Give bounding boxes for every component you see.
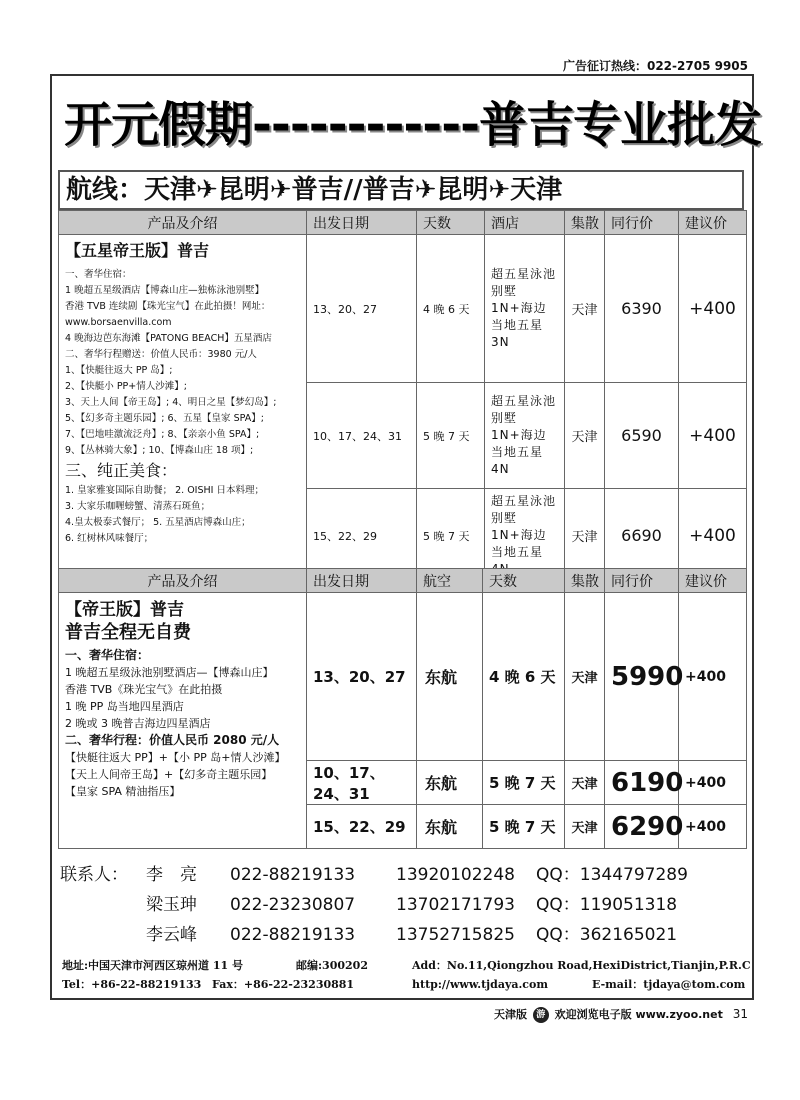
- suggested-price: +400: [679, 489, 747, 583]
- intro-line: 一、奢华住宿：: [65, 269, 132, 280]
- contact-tel: 022-88219133: [230, 925, 356, 945]
- intro-line: 1. 皇家雅宴国际自助餐； 2. OISHI 日本料理；: [65, 485, 264, 496]
- intro-line: 【快艇往返大 PP】+【小 PP 岛+情人沙滩】: [65, 751, 286, 764]
- trip-days: 4 晚 6 天: [483, 593, 565, 761]
- intro-line: 5、【幻多奇主题乐园】; 6、五星【皇家 SPA】;: [65, 413, 264, 424]
- address-row: [62, 975, 746, 994]
- contacts-label: 联系人：: [60, 865, 128, 885]
- contact-name: 李 亮: [146, 865, 197, 885]
- header-city: 集散: [565, 569, 605, 593]
- address-row: [62, 956, 751, 975]
- product-title: 【帝王版】普吉: [65, 600, 184, 620]
- intro-line: 4 晚海边芭东海滩【PATONG BEACH】五星酒店: [65, 333, 272, 344]
- gather-city: 天津: [565, 235, 605, 383]
- trade-price: 6190: [605, 761, 679, 805]
- table-header-row: [59, 211, 747, 235]
- table-row: [59, 593, 747, 761]
- departure-dates: 13、20、27: [307, 593, 417, 761]
- contact-mobile: 13752715825: [396, 925, 515, 945]
- intro-line: 2 晚或 3 晚普吉海边四星酒店: [65, 717, 211, 730]
- five-star-table: [58, 210, 747, 583]
- intro-line: 香港 TVB《珠光宝气》在此拍摄: [65, 683, 223, 696]
- hotel-info: 超五星泳池别墅 1N+海边当地五星: [485, 489, 565, 583]
- table-row: [59, 235, 747, 383]
- ad-hotline: 广告征订热线：022-2705 9905: [562, 59, 748, 73]
- product-title: 【五星帝王版】普吉: [65, 241, 210, 260]
- trip-days: 4 晚 6 天: [417, 235, 485, 383]
- intro-line: 6. 红树林风味餐厅；: [65, 533, 154, 544]
- header-hotel: 酒店: [485, 211, 565, 235]
- email-link[interactable]: E-mail：tjdaya@tom.com: [592, 978, 746, 991]
- address-block: [62, 956, 751, 994]
- address-en: Add：No.11,Qiongzhou Road,HexiDistrict,Tianjin,P.R.C: [412, 959, 751, 972]
- header-city: 集散: [565, 211, 605, 235]
- departure-dates: 10、17、24、31: [307, 383, 417, 489]
- airline: 东航: [417, 593, 483, 761]
- contact-mobile: 13702171793: [396, 895, 515, 915]
- contact-qq: QQ：119051318: [536, 895, 678, 915]
- intro-line: 1 晚超五星级泳池别墅酒店—【博森山庄】: [65, 666, 274, 679]
- fax-number: Fax：+86-22-23230881: [212, 978, 355, 991]
- gather-city: 天津: [565, 761, 605, 805]
- contact-qq: QQ：1344797289: [536, 865, 688, 885]
- gather-city: 天津: [565, 383, 605, 489]
- intro-line: 3、天上人间【帝王岛】; 4、明日之星【梦幻岛】;: [65, 397, 277, 408]
- page-title: 开元假期------------普吉专业批发: [64, 97, 762, 153]
- suggested-price: +400: [679, 805, 747, 849]
- intro-line: 【皇家 SPA 精油指压】: [65, 785, 181, 798]
- postcode: 邮编:300202: [296, 959, 368, 972]
- header-airline: 航空: [417, 569, 483, 593]
- trade-price: 6590: [605, 383, 679, 489]
- hotel-info: 超五星泳池别墅 1N+海边当地五星 3N: [485, 235, 565, 383]
- airline: 东航: [417, 761, 483, 805]
- intro-line: 3. 大家乐咖喱螃蟹、清蒸石斑鱼；: [65, 501, 211, 512]
- intro-line: 7、【巴地哇激流泛舟】; 8、【亲亲小鱼 SPA】;: [65, 429, 260, 440]
- emperor-table: [58, 568, 747, 849]
- contact-mobile: 13920102248: [396, 865, 515, 885]
- trip-days: 5 晚 7 天: [417, 489, 485, 583]
- suggested-price: +400: [679, 235, 747, 383]
- gather-city: 天津: [565, 593, 605, 761]
- product-intro: [59, 593, 307, 849]
- intro-line: 二、奢华行程：价值人民币 2080 元/人: [65, 733, 280, 747]
- header-days: 天数: [417, 211, 485, 235]
- gather-city: 天津: [565, 489, 605, 583]
- contact-name: 梁玉珅: [146, 895, 197, 915]
- header-days: 天数: [483, 569, 565, 593]
- contact-qq: QQ：362165021: [536, 925, 678, 945]
- intro-line: 1 晚超五星级酒店【博森山庄—独栋泳池别墅】: [65, 285, 265, 296]
- trip-days: 5 晚 7 天: [483, 805, 565, 849]
- contact-tel: 022-23230807: [230, 895, 356, 915]
- welcome-text: 欢迎浏览电子版: [554, 1008, 632, 1021]
- header-price: 同行价: [605, 211, 679, 235]
- intro-line: 1、【快艇往返大 PP 岛】;: [65, 365, 173, 376]
- suggested-price: +400: [679, 383, 747, 489]
- header-price: 同行价: [605, 569, 679, 593]
- edition-label: 天津版: [493, 1008, 527, 1021]
- contact-name: 李云峰: [146, 925, 197, 945]
- trade-price: 6690: [605, 489, 679, 583]
- tel-number: Tel：+86-22-88219133: [62, 978, 202, 991]
- intro-line: www.borsaenvilla.com: [65, 317, 172, 328]
- airline: 东航: [417, 805, 483, 849]
- intro-line: 1 晚 PP 岛当地四星酒店: [65, 700, 184, 713]
- hotel-info: 超五星泳池别墅 1N+海边当地五星 4N: [485, 383, 565, 489]
- intro-line: 9、【丛林骑大象】; 10、【博森山庄 18 项】;: [65, 445, 254, 456]
- header-date: 出发日期: [307, 569, 417, 593]
- gather-city: 天津: [565, 805, 605, 849]
- product-subtitle: 普吉全程无自费: [65, 622, 191, 643]
- route-banner: 航线：天津✈昆明✈普吉//普吉✈昆明✈天津: [58, 170, 744, 210]
- departure-dates: 10、17、24、31: [307, 761, 417, 805]
- intro-line: 4.皇太极泰式餐厅； 5. 五星酒店博森山庄；: [65, 517, 251, 528]
- page-number: 31: [732, 1007, 748, 1021]
- departure-dates: 13、20、27: [307, 235, 417, 383]
- intro-line: 香港 TVB 连续剧【珠光宝气】在此拍摄！网址：: [65, 301, 271, 312]
- header-date: 出发日期: [307, 211, 417, 235]
- intro-line: 2、【快艇小 PP+情人沙滩】;: [65, 381, 187, 392]
- suggested-price: +400: [679, 593, 747, 761]
- intro-line: 【天上人间帝王岛】+【幻多奇主题乐园】: [65, 768, 273, 781]
- page-footer: [494, 1006, 748, 1023]
- header-suggest: 建议价: [679, 211, 747, 235]
- table-header-row: [59, 569, 747, 593]
- header-suggest: 建议价: [679, 569, 747, 593]
- trade-price: 6290: [605, 805, 679, 849]
- product-intro: [59, 235, 307, 583]
- trip-days: 5 晚 7 天: [483, 761, 565, 805]
- header-product: 产品及介绍: [59, 569, 307, 593]
- trade-price: 6390: [605, 235, 679, 383]
- intro-line: 二、奢华行程赠送：价值人民币：3980 元/人: [65, 349, 257, 360]
- trade-price: 5990: [605, 593, 679, 761]
- header-product: 产品及介绍: [59, 211, 307, 235]
- departure-dates: 15、22、29: [307, 805, 417, 849]
- food-title: 三、纯正美食：: [65, 461, 178, 480]
- suggested-price: +400: [679, 761, 747, 805]
- brand-logo-icon: 游: [533, 1007, 549, 1023]
- departure-dates: 15、22、29: [307, 489, 417, 583]
- trip-days: 5 晚 7 天: [417, 383, 485, 489]
- website-link[interactable]: http://www.tjdaya.com: [412, 978, 548, 991]
- address-cn: 地址:中国天津市河西区琼州道 11 号: [62, 959, 244, 972]
- site-link[interactable]: www.zyoo.net: [635, 1008, 723, 1021]
- intro-line: 一、奢华住宿：: [65, 648, 150, 662]
- contact-tel: 022-88219133: [230, 865, 356, 885]
